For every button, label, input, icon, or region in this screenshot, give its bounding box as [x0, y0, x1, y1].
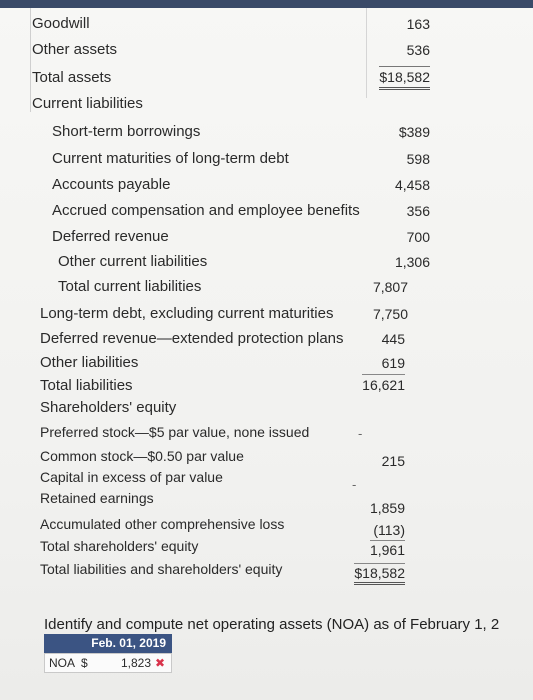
row-value: -: [352, 477, 357, 492]
row-accounts-payable: [0, 173, 533, 197]
row-value: $18,582: [379, 66, 430, 90]
row-accumulated-oci: [0, 512, 533, 536]
row-value: 1,961: [369, 542, 405, 558]
row-label: Accounts payable: [52, 176, 171, 193]
row-other-current-liabilities: [0, 250, 533, 274]
row-value: 598: [406, 151, 430, 167]
row-label: Deferred revenue—extended protection plans: [40, 330, 344, 347]
row-label: Total liabilities: [40, 377, 133, 394]
row-label: Long-term debt, excluding current maturities: [40, 305, 334, 322]
row-total-liabilities: [0, 374, 533, 398]
currency-symbol: $: [81, 656, 88, 670]
noa-label: NOA: [49, 656, 76, 670]
row-label: Short-term borrowings: [52, 123, 201, 140]
row-value: 1,306: [394, 254, 430, 270]
row-other-assets: [0, 38, 533, 62]
row-value: 16,621: [362, 374, 405, 395]
row-label: Shareholders' equity: [40, 399, 177, 416]
row-value: 1,859: [369, 500, 405, 516]
row-label: Current liabilities: [32, 95, 143, 112]
question-text: Identify and compute net operating assets (NOA) as of February 1, 2: [44, 616, 500, 633]
row-retained-earnings: [0, 486, 533, 516]
row-accrued-compensation: [0, 199, 533, 223]
row-label: Total assets: [32, 69, 112, 86]
row-short-term-borrowings: [0, 120, 533, 144]
row-value: 7,807: [372, 279, 408, 295]
row-value: 700: [406, 229, 430, 245]
row-current-maturities: [0, 147, 533, 171]
row-label: Common stock—$0.50 par value: [40, 448, 244, 464]
row-value: $389: [398, 124, 430, 140]
row-label: Total shareholders' equity: [40, 538, 199, 554]
row-value: 619: [381, 355, 405, 371]
incorrect-x-icon: ✖: [154, 656, 165, 670]
row-total-liabilities-and-equity: [0, 557, 533, 581]
row-label: Accumulated other comprehensive loss: [40, 516, 285, 532]
row-label: Retained earnings: [40, 490, 154, 506]
noa-amount-input[interactable]: 1,823: [120, 656, 151, 670]
row-value: 536: [406, 42, 430, 58]
row-total-current-liabilities: [0, 275, 533, 299]
row-label: Deferred revenue: [52, 228, 169, 245]
row-total-shareholders-equity: [0, 534, 533, 558]
noa-answer-row: [44, 653, 172, 673]
row-label: Other assets: [32, 41, 118, 58]
row-value: (113): [373, 522, 405, 538]
row-value: 215: [381, 453, 405, 469]
row-shareholders-equity: [0, 396, 533, 420]
row-label: Other current liabilities: [58, 253, 208, 270]
row-deferred-revenue-plans: [0, 327, 533, 351]
row-label: Goodwill: [32, 15, 90, 32]
row-label: Total liabilities and shareholders' equity: [40, 561, 283, 577]
row-value: $18,582: [354, 563, 405, 585]
row-label: Other liabilities: [40, 354, 139, 371]
top-bar: [0, 0, 533, 8]
row-label: Accrued compensation and employee benefits: [52, 202, 360, 219]
row-label: Preferred stock—$5 par value, none issued: [40, 424, 310, 440]
row-value: 7,750: [372, 306, 408, 322]
row-value: 445: [381, 331, 405, 347]
row-value: -: [358, 426, 363, 441]
row-value: 356: [406, 203, 430, 219]
row-deferred-revenue: [0, 225, 533, 249]
row-label: Capital in excess of par value: [40, 469, 223, 485]
row-other-liabilities: [0, 351, 533, 375]
row-value: 4,458: [394, 177, 430, 193]
row-total-assets: [0, 66, 533, 90]
noa-date-header: Feb. 01, 2019: [44, 634, 172, 653]
row-label: Current maturities of long-term debt: [52, 150, 289, 167]
row-preferred-stock: [0, 420, 533, 444]
row-value: 163: [406, 16, 430, 32]
row-goodwill: [0, 12, 533, 36]
row-current-liabilities: [0, 92, 533, 116]
row-long-term-debt: [0, 302, 533, 326]
row-label: Total current liabilities: [58, 278, 202, 295]
